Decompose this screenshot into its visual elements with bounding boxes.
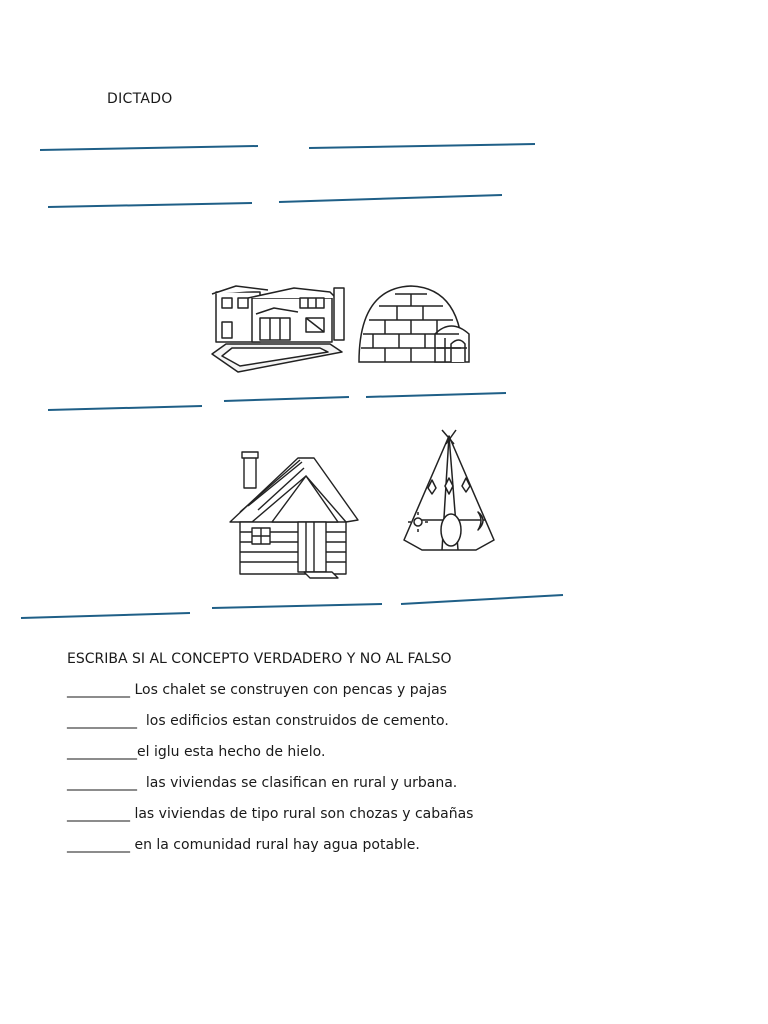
answer-line [401, 595, 563, 604]
igloo-icon [355, 282, 479, 366]
dictation-line [48, 203, 252, 207]
dictation-line [279, 195, 502, 202]
statement-5: _________ las viviendas de tipo rural son chozas y cabañas [67, 806, 474, 822]
answer-line [366, 393, 506, 397]
statement-2: __________ los edificios estan construidos de cemento. [67, 713, 449, 729]
answer-line [212, 604, 382, 608]
dictation-line [309, 144, 535, 148]
house-pool-icon [208, 282, 350, 374]
log-cabin-icon [228, 450, 362, 580]
page-title: DICTADO [107, 91, 173, 107]
answer-line [224, 397, 349, 401]
statement-4: __________ las viviendas se clasifican en rural y urbana. [67, 775, 458, 791]
statement-3: __________el iglu esta hecho de hielo. [67, 744, 326, 760]
exercise-heading: ESCRIBA SI AL CONCEPTO VERDADERO Y NO AL FALSO [67, 651, 452, 667]
answer-line [21, 613, 190, 618]
teepee-icon [402, 428, 498, 554]
statement-1: _________ Los chalet se construyen con pencas y pajas [67, 682, 447, 698]
statement-6: _________ en la comunidad rural hay agua potable. [67, 837, 420, 853]
dictation-line [40, 146, 258, 150]
answer-line [48, 406, 202, 410]
